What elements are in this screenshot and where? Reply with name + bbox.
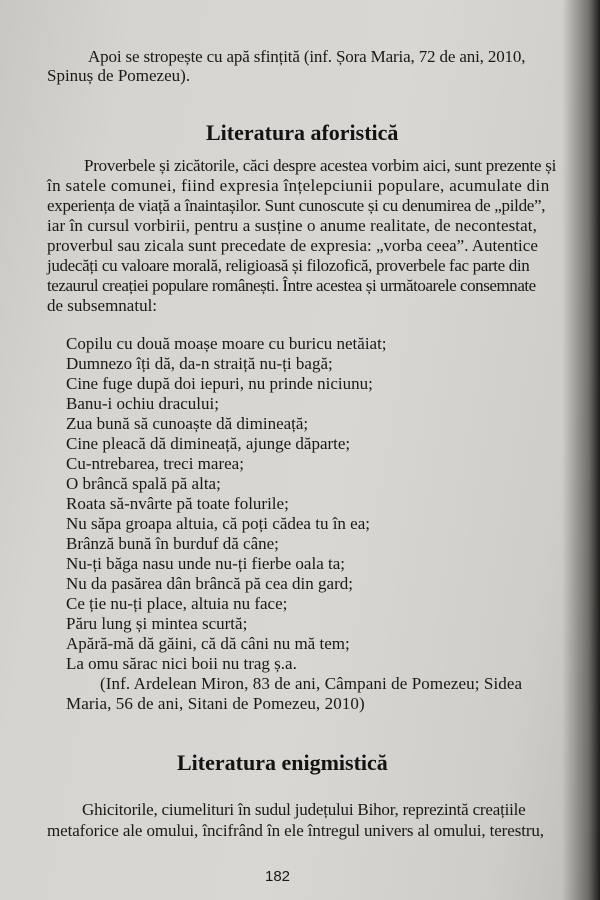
paragraph-line: Ghicitorile, ciumelituri în sudul județului Bihor, reprezintă creațiile xyxy=(82,800,526,819)
proverb-line: Roata să-nvârte pă toate folurile; xyxy=(66,494,289,513)
paragraph-line: proverbul sau zicala sunt precedate de expresia: „vorba ceea”. Autentice xyxy=(47,236,538,255)
proverb-line: Nu-ți băga nasu unde nu-ți fierbe oala ta; xyxy=(66,554,345,573)
proverb-line: Păru lung și mintea scurtă; xyxy=(66,614,248,633)
paragraph-line: iar în cursul vorbirii, pentru a susține o anume realitate, de necontestat, xyxy=(47,216,537,235)
intro-line: Apoi se stropește cu apă sfințită (inf. Șora Maria, 72 de ani, 2010, xyxy=(88,47,526,66)
proverb-line: Apără-mă dă găini, că dă câni nu mă tem; xyxy=(66,634,350,653)
section-heading: Literatura enigmistică xyxy=(177,750,388,775)
proverb-line: Zua bună să cunoaște dă dimineață; xyxy=(66,414,309,433)
proverb-line: Dumnezo îți dă, da-n straiță nu-ți bagă; xyxy=(66,354,333,373)
paragraph-line: judecăți cu valoare morală, religioasă și filozofică, proverbele fac parte din xyxy=(47,256,530,275)
proverb-line: Copilu cu două moașe moare cu buricu netăiat; xyxy=(66,334,387,353)
proverb-line: Banu-i ochiu dracului; xyxy=(66,394,219,413)
proverb-line: Cu-ntrebarea, treci marea; xyxy=(66,454,244,473)
intro-line: Spinuș de Pomezeu). xyxy=(47,66,191,85)
source-citation-line: Maria, 56 de ani, Sitani de Pomezeu, 2010) xyxy=(66,694,365,713)
section-heading: Literatura aforistică xyxy=(206,120,399,145)
page-edge-shadow xyxy=(562,0,600,900)
paragraph-line: experiența de viață a înaintașilor. Sunt cunoscute și cu denumirea de „pilde”, xyxy=(47,196,546,215)
paragraph-line: tezaurul creației populare românești. Între acestea și următoarele consemnate xyxy=(47,276,536,295)
proverb-line: Nu da pasărea dân brâncă pă cea din gard; xyxy=(66,574,353,593)
proverb-line: Brânză bună în burduf dă câne; xyxy=(66,534,279,553)
paragraph-line: de subsemnatul: xyxy=(47,296,158,315)
paragraph-line: metaforice ale omului, încifrând în ele întregul univers al omului, terestru, xyxy=(47,821,544,840)
proverb-line: Nu săpa groapa altuia, că poți cădea tu în ea; xyxy=(66,514,370,533)
proverb-line: O brâncă spală pă alta; xyxy=(66,474,221,493)
source-citation-line: (Inf. Ardelean Miron, 83 de ani, Câmpani de Pomezeu; Sidea xyxy=(100,674,523,693)
proverb-line: Cine pleacă dă dimineață, ajunge dăparte; xyxy=(66,434,351,453)
proverb-line: Ce ție nu-ți place, altuia nu face; xyxy=(66,594,288,613)
proverb-line: La omu sărac nici boii nu trag ș.a. xyxy=(66,654,297,673)
paragraph-line: în satele comunei, fiind expresia înțelepciunii populare, acumulate din xyxy=(47,176,550,195)
page-number: 182 xyxy=(265,868,291,885)
proverb-line: Cine fuge după doi iepuri, nu prinde niciunu; xyxy=(66,374,373,393)
paragraph-line: Proverbele și zicătorile, căci despre acestea vorbim aici, sunt prezente și xyxy=(84,156,557,175)
